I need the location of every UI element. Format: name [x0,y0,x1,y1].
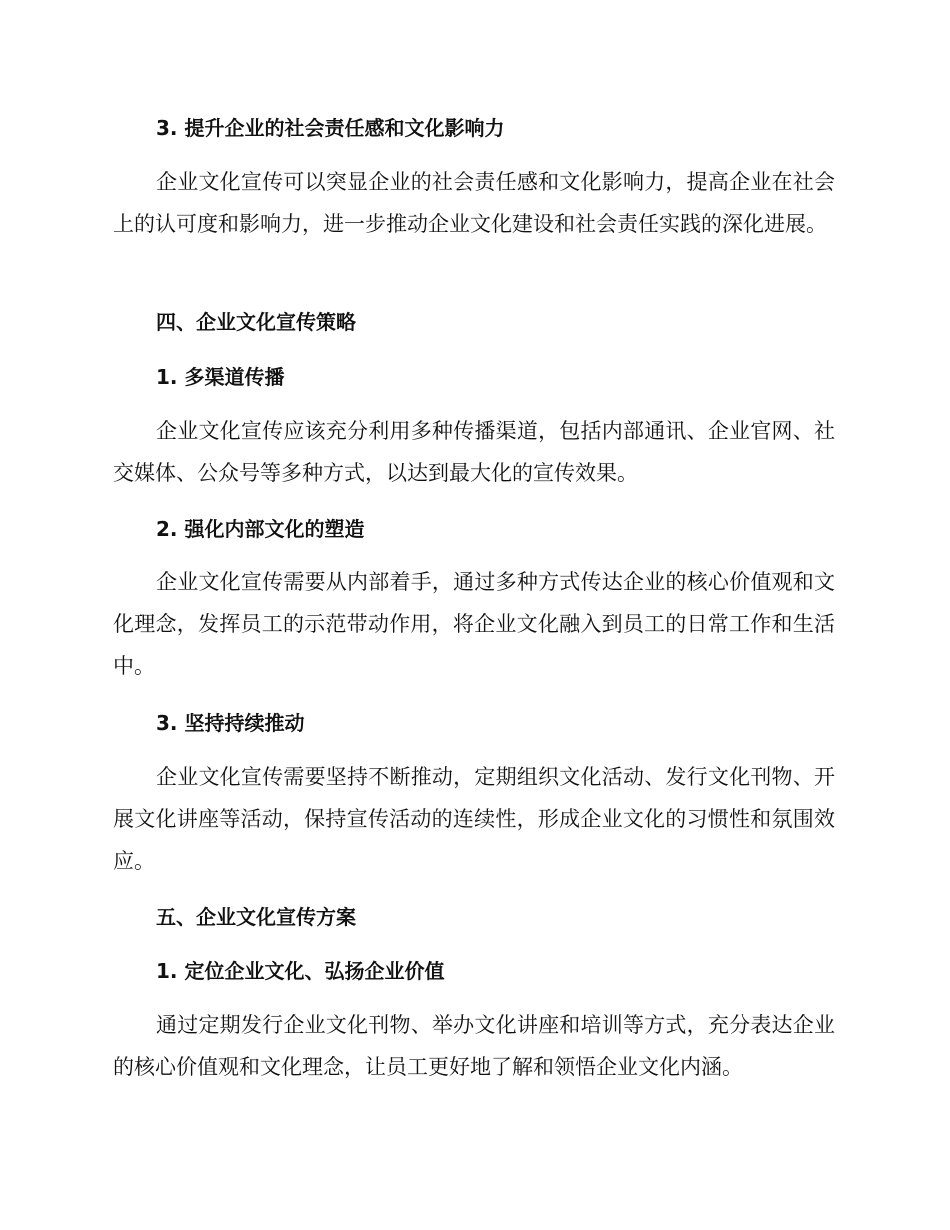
section-heading-multichannel: 1. 多渠道传播 [156,365,285,389]
chapter-heading-strategy: 四、企业文化宣传策略 [156,310,356,334]
section-heading-positioning: 1. 定位企业文化、弘扬企业价值 [156,959,445,983]
section-heading-internal-culture: 2. 强化内部文化的塑造 [156,517,365,541]
paragraph-continuous-push: 企业文化宣传需要坚持不断推动，定期组织文化活动、发行文化刊物、开展文化讲座等活动，保持宣传活动的连续性，形成企业文化的习惯性和氛围效应。 [113,765,835,873]
paragraph-social-responsibility: 企业文化宣传可以突显企业的社会责任感和文化影响力，提高企业在社会上的认可度和影响力，进一步推动企业文化建设和社会责任实践的深化进展。 [113,170,835,236]
paragraph-internal-culture: 企业文化宣传需要从内部着手，通过多种方式传达企业的核心价值观和文化理念，发挥员工的示范带动作用，将企业文化融入到员工的日常工作和生活中。 [113,570,835,678]
section-heading-social-responsibility: 3. 提升企业的社会责任感和文化影响力 [156,116,505,140]
paragraph-positioning: 通过定期发行企业文化刊物、举办文化讲座和培训等方式，充分表达企业的核心价值观和文化理念，让员工更好地了解和领悟企业文化内涵。 [113,1013,835,1079]
section-heading-continuous-push: 3. 坚持持续推动 [156,711,305,735]
chapter-heading-plan: 五、企业文化宣传方案 [156,905,356,929]
paragraph-multichannel: 企业文化宣传应该充分利用多种传播渠道，包括内部通讯、企业官网、社交媒体、公众号等多种方式，以达到最大化的宣传效果。 [113,419,835,485]
